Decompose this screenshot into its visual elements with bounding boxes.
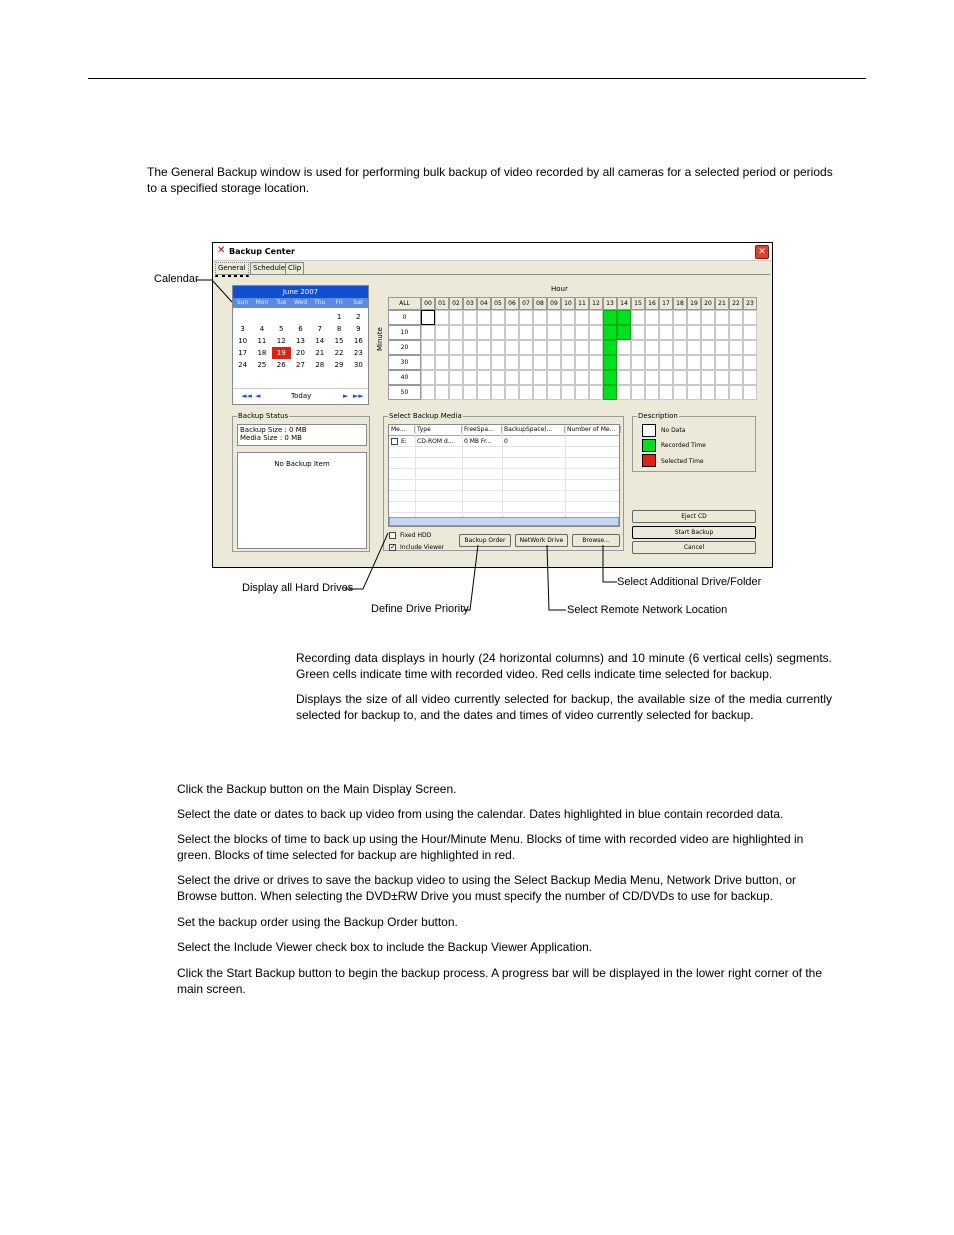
weekday-label: Sun xyxy=(236,299,249,306)
hour-header[interactable]: 05 xyxy=(491,297,505,310)
media-size-text: Media Size : 0 MB xyxy=(240,434,302,442)
hour-header[interactable]: 03 xyxy=(463,297,477,310)
media-cell: 0 MB Fr... xyxy=(464,438,492,445)
calendar-day[interactable]: 11 xyxy=(257,337,267,345)
prev-year-icon[interactable]: ◄◄ xyxy=(241,392,252,400)
calendar-day[interactable]: 3 xyxy=(240,325,245,333)
step-1: Click the Backup button on the Main Display Screen. xyxy=(177,782,457,796)
calendar-day[interactable]: 19 xyxy=(272,347,291,359)
tab-general[interactable]: General xyxy=(215,262,249,277)
callout-drive-priority: Define Drive Priority xyxy=(371,603,469,615)
hour-header[interactable]: 17 xyxy=(659,297,673,310)
media-column-header[interactable]: Type xyxy=(417,426,462,433)
window-title: Backup Center xyxy=(229,247,295,256)
hour-header[interactable]: 11 xyxy=(575,297,589,310)
hour-header[interactable]: 07 xyxy=(519,297,533,310)
calendar-day[interactable]: 15 xyxy=(334,337,344,345)
calendar-day[interactable]: 21 xyxy=(315,349,325,357)
calendar-day[interactable]: 28 xyxy=(315,361,325,369)
weekday-label: Wed xyxy=(293,299,308,306)
include-viewer-label: Include Viewer xyxy=(400,544,445,551)
line-all-drives xyxy=(345,533,388,589)
intro-text: The General Backup window is used for performing bulk backup of video recorded by all cameras for a selected period or periods to a specified storage location. xyxy=(147,165,833,195)
line-calendar xyxy=(196,280,232,302)
calendar-day[interactable]: 16 xyxy=(353,337,363,345)
close-icon[interactable]: ✕ xyxy=(755,245,769,259)
calendar-day[interactable]: 17 xyxy=(238,349,248,357)
minute-label: Minute xyxy=(376,327,384,351)
hour-header[interactable]: 00 xyxy=(421,297,435,310)
step-4: Select the drive or drives to save the backup video to using the Select Backup Media Menu, Network Drive button, or Browse button. When selecting the DVD±RW Drive you must specify the number of CD/DVDs to use for backup. xyxy=(177,873,796,903)
hour-header[interactable]: 06 xyxy=(505,297,519,310)
minute-row-label[interactable]: 40 xyxy=(388,370,421,385)
media-cell: E: xyxy=(401,438,407,445)
include-viewer-checkbox[interactable]: ✓ xyxy=(390,543,396,551)
minute-row-label[interactable]: 30 xyxy=(388,355,421,370)
hour-header[interactable]: 09 xyxy=(547,297,561,310)
calendar-day[interactable]: 26 xyxy=(276,361,286,369)
calendar-day[interactable]: 10 xyxy=(238,337,248,345)
callout-calendar: Calendar xyxy=(154,273,199,285)
step-6: Select the Include Viewer check box to include the Backup Viewer Application. xyxy=(177,940,593,954)
hour-header[interactable]: 20 xyxy=(701,297,715,310)
media-cell: CD-ROM d... xyxy=(417,438,454,445)
weekday-label: Sat xyxy=(353,299,364,306)
hour-header[interactable]: 08 xyxy=(533,297,547,310)
media-column-header[interactable]: BackupSpace(... xyxy=(504,426,565,433)
calendar-day[interactable]: 4 xyxy=(259,325,265,333)
hour-label: Hour xyxy=(551,285,568,293)
backup-status-label: Backup Status xyxy=(238,412,289,420)
hour-header[interactable]: 04 xyxy=(477,297,491,310)
hour-header[interactable]: 02 xyxy=(449,297,463,310)
weekday-label: Thu xyxy=(314,299,326,306)
calendar-day[interactable]: 12 xyxy=(276,337,286,345)
media-cell: 0 xyxy=(504,438,508,445)
hour-header[interactable]: 14 xyxy=(617,297,631,310)
step-7: Click the Start Backup button to begin the backup process. A progress bar will be displayed in the lower right corner of the main screen. xyxy=(177,966,823,996)
weekday-label: Mon xyxy=(255,299,269,306)
next-month-icon[interactable]: ► xyxy=(343,392,349,400)
hour-header[interactable]: 15 xyxy=(631,297,645,310)
network-drive-button[interactable]: NetWork Drive xyxy=(515,534,568,547)
line-remote xyxy=(547,545,566,610)
hour-header[interactable]: 19 xyxy=(687,297,701,310)
calendar-month: June 2007 xyxy=(233,286,368,298)
calendar-day[interactable]: 20 xyxy=(296,349,305,357)
calendar-day[interactable]: 30 xyxy=(353,361,363,369)
no-data-label: No Data xyxy=(661,427,686,434)
hour-header[interactable]: 01 xyxy=(435,297,449,310)
selected-label: Selected Time xyxy=(661,458,704,465)
weekday-label: Fri xyxy=(335,299,343,306)
hour-header[interactable]: 10 xyxy=(561,297,575,310)
hour-header[interactable]: 18 xyxy=(673,297,687,310)
eject-cd-button[interactable]: Eject CD xyxy=(632,510,756,523)
today-button[interactable]: Today xyxy=(291,392,312,400)
cancel-button[interactable]: Cancel xyxy=(632,541,756,554)
calendar-day[interactable]: 9 xyxy=(356,325,361,333)
next-year-icon[interactable]: ►► xyxy=(353,392,364,400)
calendar-day[interactable]: 2 xyxy=(356,313,361,321)
calendar-day[interactable]: 5 xyxy=(278,325,284,333)
step-2: Select the date or dates to back up video from using the calendar. Dates highlighted in blue contain recorded data. xyxy=(177,807,784,821)
backup-size-text: Backup Size : 0 MB xyxy=(240,426,307,434)
callout-all-drives: Display all Hard Drives xyxy=(242,582,354,594)
fixed-hdd-label: Fixed HDD xyxy=(400,532,432,539)
calendar-day[interactable]: 27 xyxy=(296,361,305,369)
hour-header[interactable]: 12 xyxy=(589,297,603,310)
app-icon: ✕ xyxy=(217,245,226,256)
backup-media-label: Select Backup Media xyxy=(389,412,462,420)
tab-schedule[interactable]: Schedule xyxy=(250,262,288,274)
callout-additional: Select Additional Drive/Folder xyxy=(617,576,762,588)
tab-clip[interactable]: Clip xyxy=(285,262,304,274)
calendar-day[interactable]: 29 xyxy=(334,361,344,369)
prev-month-icon[interactable]: ◄ xyxy=(255,392,261,400)
line-additional xyxy=(603,545,617,582)
step-3: Select the blocks of time to back up using the Hour/Minute Menu. Blocks of time with recorded video are highlighted in green. Blocks of time selected for backup are highlighted in red. xyxy=(177,832,804,862)
minute-row-label[interactable]: 0 xyxy=(388,310,421,325)
calendar-day[interactable]: 6 xyxy=(298,325,303,333)
media-column-header[interactable]: Number of Me... xyxy=(567,426,621,433)
calendar-day[interactable]: 1 xyxy=(336,313,342,321)
calendar-day[interactable]: 8 xyxy=(336,325,342,333)
weekday-label: Tue xyxy=(276,299,287,306)
backup-order-button[interactable]: Backup Order xyxy=(459,534,511,547)
minute-row-label[interactable]: 20 xyxy=(388,340,421,355)
calendar-day[interactable]: 24 xyxy=(238,361,248,369)
grid-description: Recording data displays in hourly (24 horizontal columns) and 10 minute (6 vertical cells) segments. Green cells indicate time with recorded video. Red cells indicate time selected for backup. xyxy=(296,651,832,681)
hour-header[interactable]: 22 xyxy=(729,297,743,310)
step-5: Set the backup order using the Backup Order button. xyxy=(177,915,458,929)
minute-row-label[interactable]: 50 xyxy=(388,385,421,400)
description-label: Description xyxy=(638,412,678,420)
recorded-label: Recorded Time xyxy=(661,442,706,449)
no-backup-item-text: No Backup Item xyxy=(274,460,330,468)
callout-remote: Select Remote Network Location xyxy=(567,604,728,616)
media-column-header[interactable]: Me... xyxy=(391,426,415,433)
calendar-day[interactable]: 14 xyxy=(315,337,325,345)
hour-header[interactable]: 21 xyxy=(715,297,729,310)
all-button[interactable]: ALL xyxy=(388,297,421,310)
calendar-day[interactable]: 22 xyxy=(334,349,344,357)
line-drive-priority xyxy=(463,545,478,610)
calendar-day[interactable]: 23 xyxy=(353,349,363,357)
calendar-day[interactable]: 25 xyxy=(257,361,267,369)
browse-button[interactable]: Browse... xyxy=(572,534,620,547)
start-backup-button[interactable]: Start Backup xyxy=(632,526,756,539)
minute-row-label[interactable]: 10 xyxy=(388,325,421,340)
calendar-day[interactable]: 18 xyxy=(257,349,267,357)
calendar-day[interactable]: 13 xyxy=(296,337,305,345)
hour-header[interactable]: 13 xyxy=(603,297,617,310)
media-column-header[interactable]: FreeSpa... xyxy=(464,426,502,433)
hour-header[interactable]: 16 xyxy=(645,297,659,310)
calendar-day[interactable]: 7 xyxy=(317,325,323,333)
hour-header[interactable]: 23 xyxy=(743,297,757,310)
status-description: Displays the size of all video currently selected for backup, the available size of the media currently selected for backup to, and the dates and times of video currently selected for backup. xyxy=(296,692,832,722)
